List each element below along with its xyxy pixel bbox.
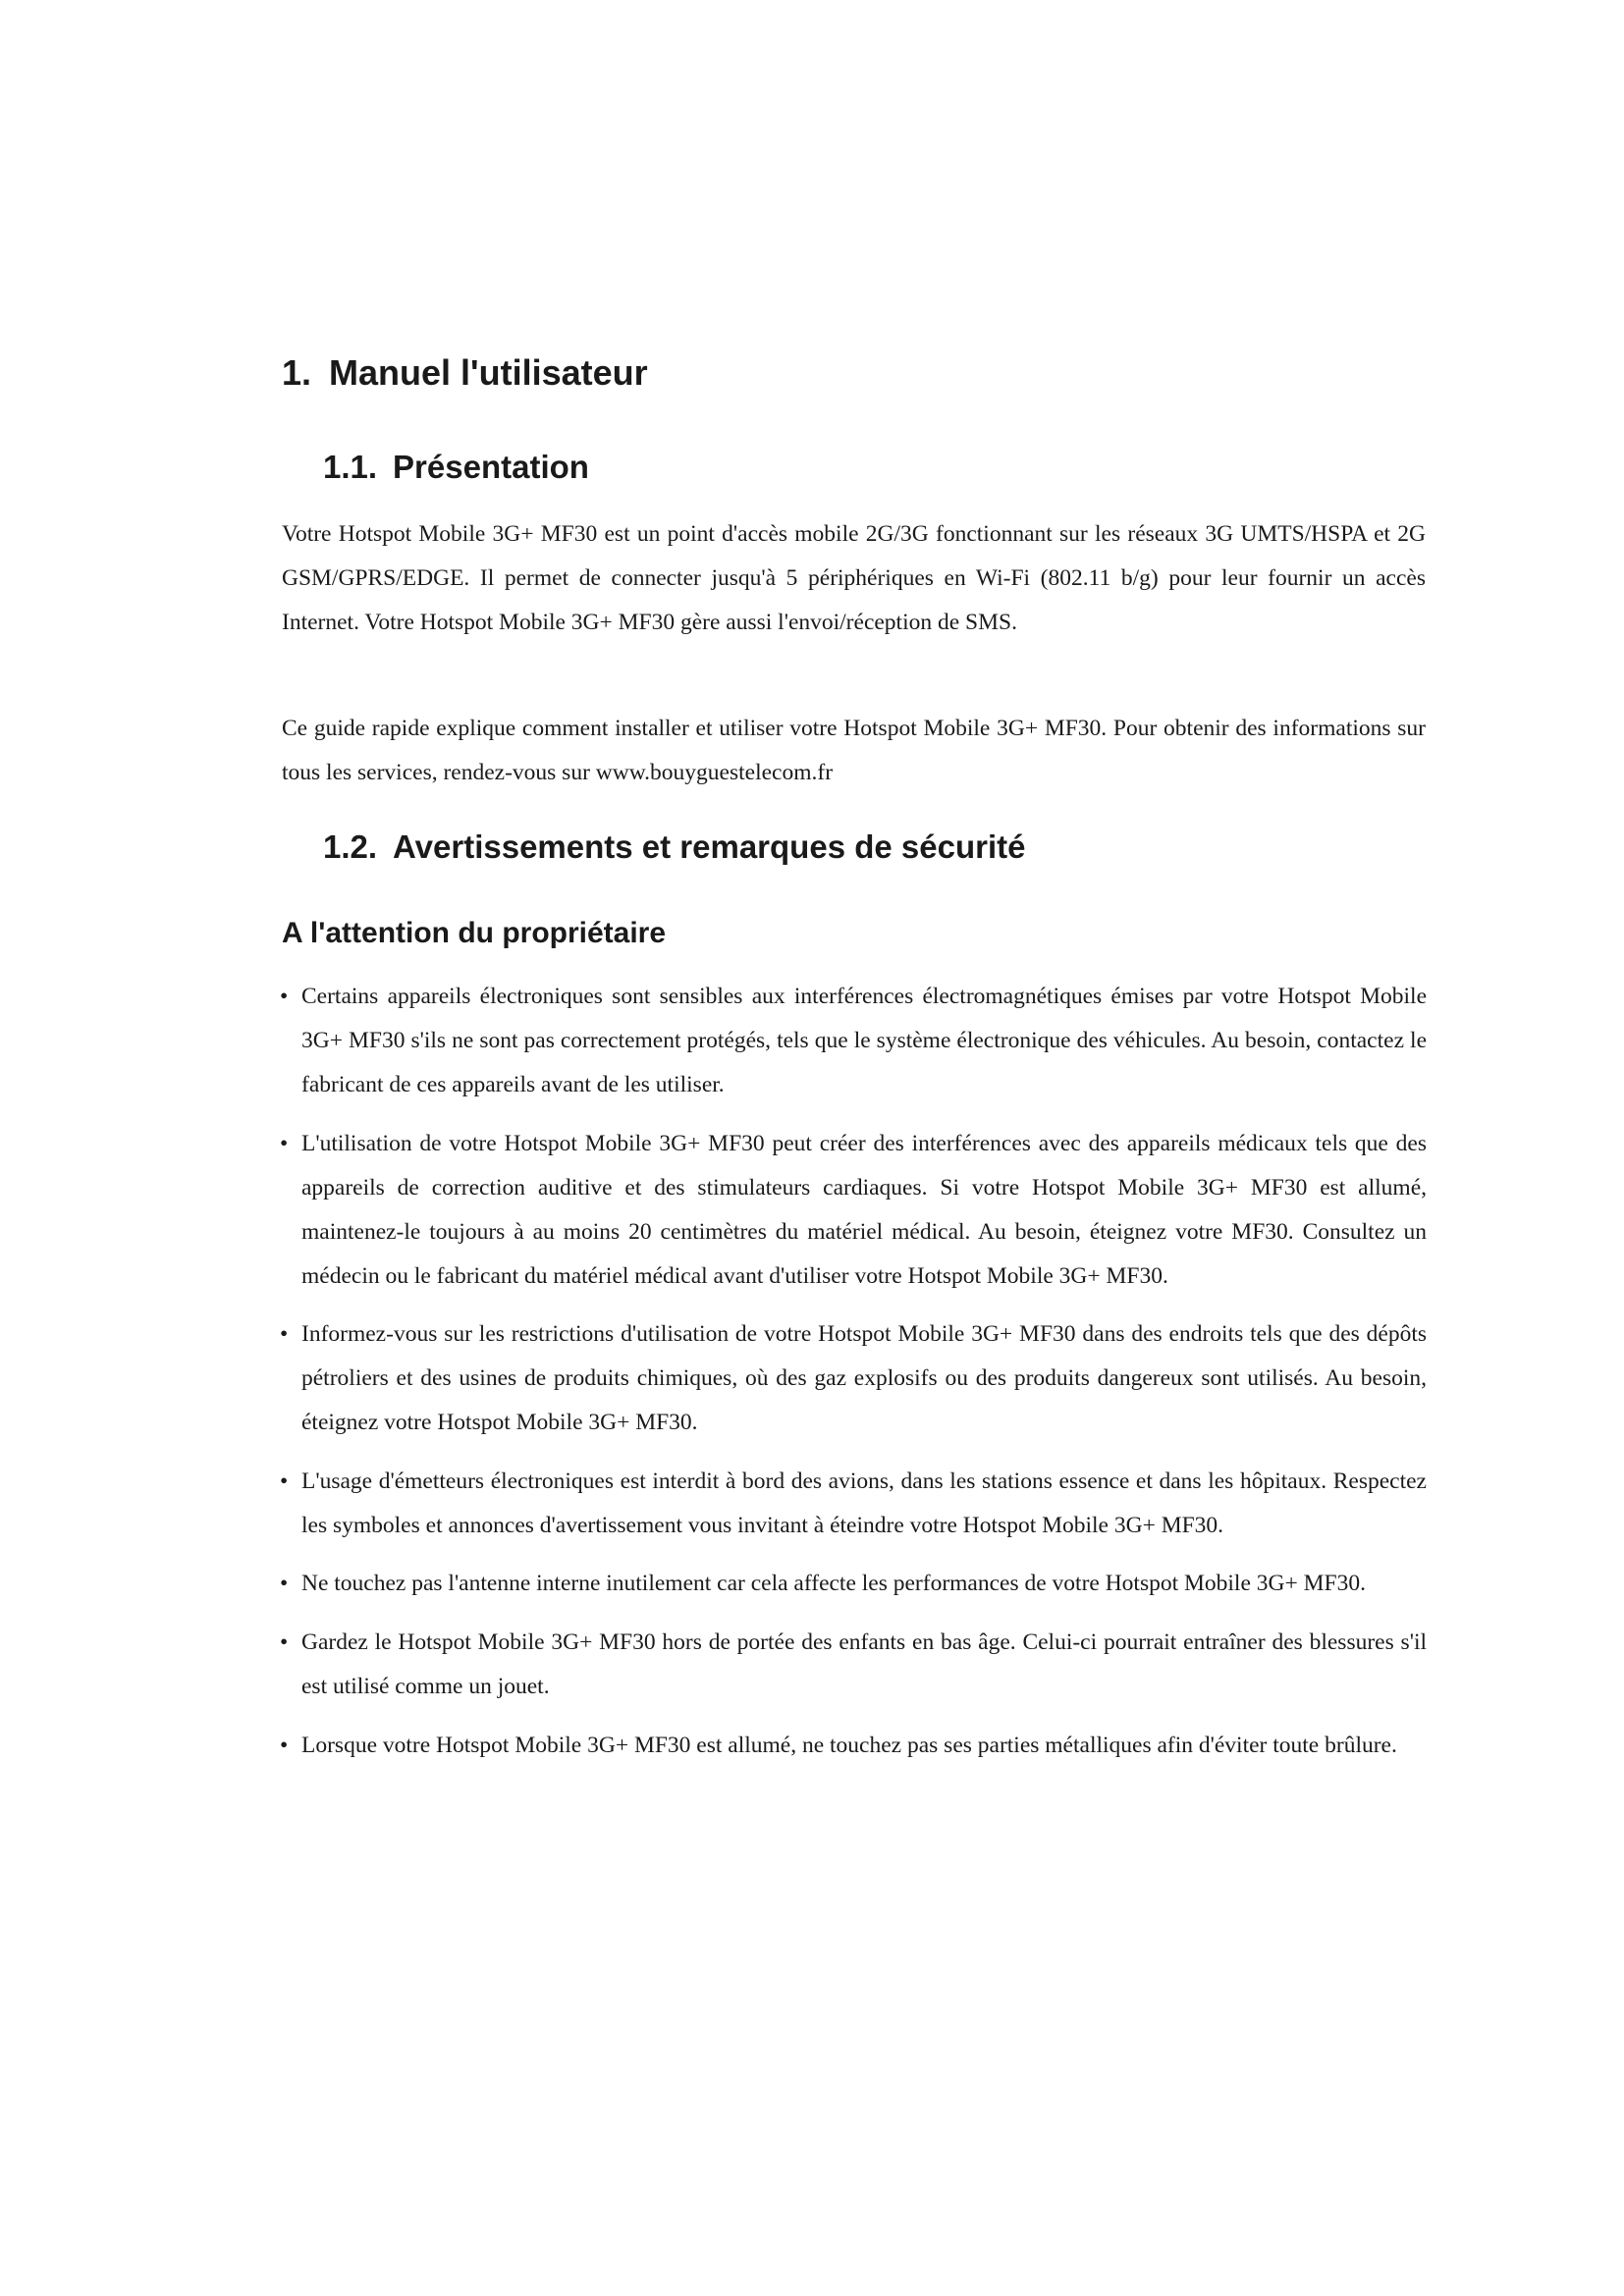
list-item-text: L'utilisation de votre Hotspot Mobile 3G+ MF30 peut créer des interférences avec des appareils médicaux tels que des appareils de correction auditive et des stimulateurs cardiaques. Si votre Hotspot Mobile 3G+ MF30 est allumé, maintenez-le toujours à au moins 20 centimètres du matériel médical. Au besoin, éteignez votre MF30. Consultez un médecin ou le fabricant du matériel médical avant d'utiliser votre Hotspot Mobile 3G+ MF30. xyxy=(301,1130,1427,1289)
list-item-text: Informez-vous sur les restrictions d'utilisation de votre Hotspot Mobile 3G+ MF30 dans des endroits tels que des dépôts pétroliers et des usines de produits chimiques, où des gaz explosifs ou des produits dangereux sont utilisés. Au besoin, éteignez votre Hotspot Mobile 3G+ MF30. xyxy=(301,1321,1427,1436)
bullet-icon: • xyxy=(280,1468,289,1494)
section-title: Avertissements et remarques de sécurité xyxy=(393,828,1026,865)
bullet-icon: • xyxy=(280,1629,289,1655)
list-item xyxy=(280,1122,1427,1299)
list-item xyxy=(280,975,1427,1107)
bullet-icon: • xyxy=(280,1130,289,1156)
section-heading-safety xyxy=(323,828,1025,867)
section-heading-presentation xyxy=(323,448,589,487)
chapter-title: Manuel l'utilisateur xyxy=(329,352,648,393)
list-item-text: L'usage d'émetteurs électroniques est interdit à bord des avions, dans les stations essence et dans les hôpitaux. Respectez les symboles et annonces d'avertissement vous invitant à éteindre votre Hotspot Mobile 3G+ MF30. xyxy=(301,1468,1427,1538)
list-item xyxy=(280,1312,1427,1445)
bullet-icon: • xyxy=(280,1732,289,1758)
list-item-text: Certains appareils électroniques sont sensibles aux interférences électromagnétiques émises par votre Hotspot Mobile 3G+ MF30 s'ils ne sont pas correctement protégés, tels que le système électronique des véhicules. Au besoin, contactez le fabricant de ces appareils avant de les utiliser. xyxy=(301,984,1427,1097)
chapter-number: 1. xyxy=(282,352,312,393)
section-number: 1.1. xyxy=(323,449,378,485)
bullet-icon: • xyxy=(280,984,289,1009)
list-item-text: Gardez le Hotspot Mobile 3G+ MF30 hors de portée des enfants en bas âge. Celui-ci pourrait entraîner des blessures s'il est utilisé comme un jouet. xyxy=(301,1629,1427,1699)
list-item-text: Lorsque votre Hotspot Mobile 3G+ MF30 est allumé, ne touchez pas ses parties métalliques afin d'éviter toute brûlure. xyxy=(301,1732,1397,1758)
list-item xyxy=(280,1460,1427,1548)
presentation-paragraph-1: Votre Hotspot Mobile 3G+ MF30 est un point d'accès mobile 2G/3G fonctionnant sur les réseaux 3G UMTS/HSPA et 2G GSM/GPRS/EDGE. Il permet de connecter jusqu'à 5 périphériques en Wi-Fi (802.11 b/g) pour leur fournir un accès Internet. Votre Hotspot Mobile 3G+ MF30 gère aussi l'envoi/réception de SMS. xyxy=(282,521,1426,635)
subsection-heading-owner: A l'attention du propriétaire xyxy=(282,917,667,949)
bullet-icon: • xyxy=(280,1321,289,1348)
bullet-icon: • xyxy=(280,1571,289,1597)
safety-warnings-list xyxy=(280,975,1427,1782)
list-item-text: Ne touchez pas l'antenne interne inutilement car cela affecte les performances de votre Hotspot Mobile 3G+ MF30. xyxy=(301,1571,1366,1597)
section-number: 1.2. xyxy=(323,828,378,865)
section-title: Présentation xyxy=(393,449,589,485)
list-item xyxy=(280,1724,1427,1768)
presentation-paragraph-2: Ce guide rapide explique comment installer et utiliser votre Hotspot Mobile 3G+ MF30. Pour obtenir des informations sur tous les services, rendez-vous sur www.bouyguestelecom.fr xyxy=(282,716,1426,785)
chapter-heading xyxy=(282,351,648,395)
list-item xyxy=(280,1562,1427,1606)
list-item xyxy=(280,1621,1427,1709)
